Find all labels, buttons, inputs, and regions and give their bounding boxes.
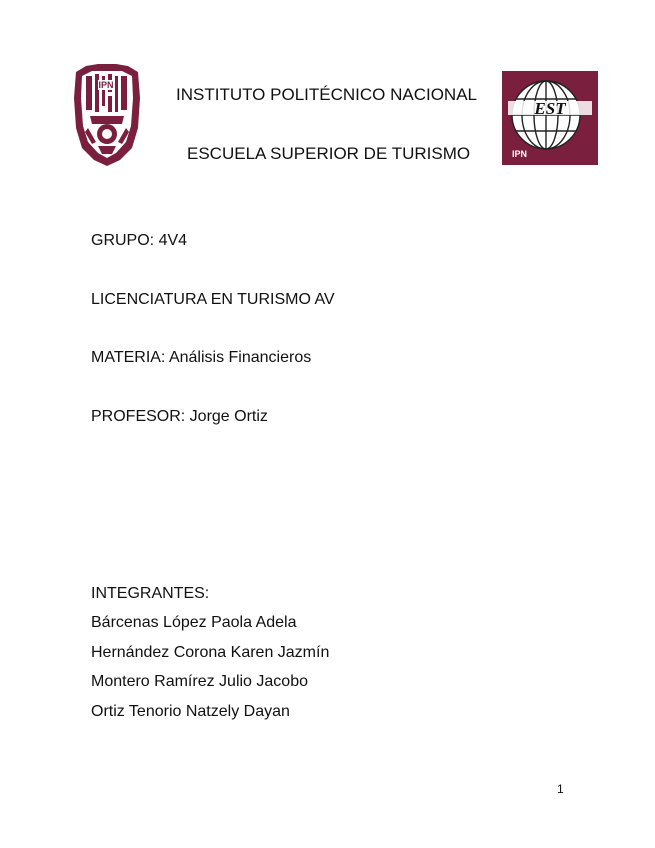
integrantes-heading: INTEGRANTES: <box>91 585 210 602</box>
ipn-logo <box>68 58 146 168</box>
svg-text:EST: EST <box>534 99 566 118</box>
profesor-field: PROFESOR: Jorge Ortiz <box>91 408 268 425</box>
licenciatura-field: LICENCIATURA EN TURISMO AV <box>91 291 335 308</box>
grupo-field: GRUPO: 4V4 <box>91 232 188 249</box>
svg-text:IPN: IPN <box>98 80 114 90</box>
materia-field: MATERIA: Análisis Financieros <box>91 349 312 366</box>
est-logo <box>502 71 598 165</box>
institution-title: INSTITUTO POLITÉCNICO NACIONAL <box>176 85 478 104</box>
member-item: Hernández Corona Karen Jazmín <box>91 643 330 661</box>
svg-text:IPN: IPN <box>512 149 528 159</box>
member-item: Ortiz Tenorio Natzely Dayan <box>91 702 290 720</box>
school-title: ESCUELA SUPERIOR DE TURISMO <box>187 144 471 163</box>
members-list <box>91 614 329 732</box>
member-item: Montero Ramírez Julio Jacobo <box>91 673 308 690</box>
member-item: Bárcenas López Paola Adela <box>91 614 297 631</box>
page-number: 1 <box>557 782 564 796</box>
